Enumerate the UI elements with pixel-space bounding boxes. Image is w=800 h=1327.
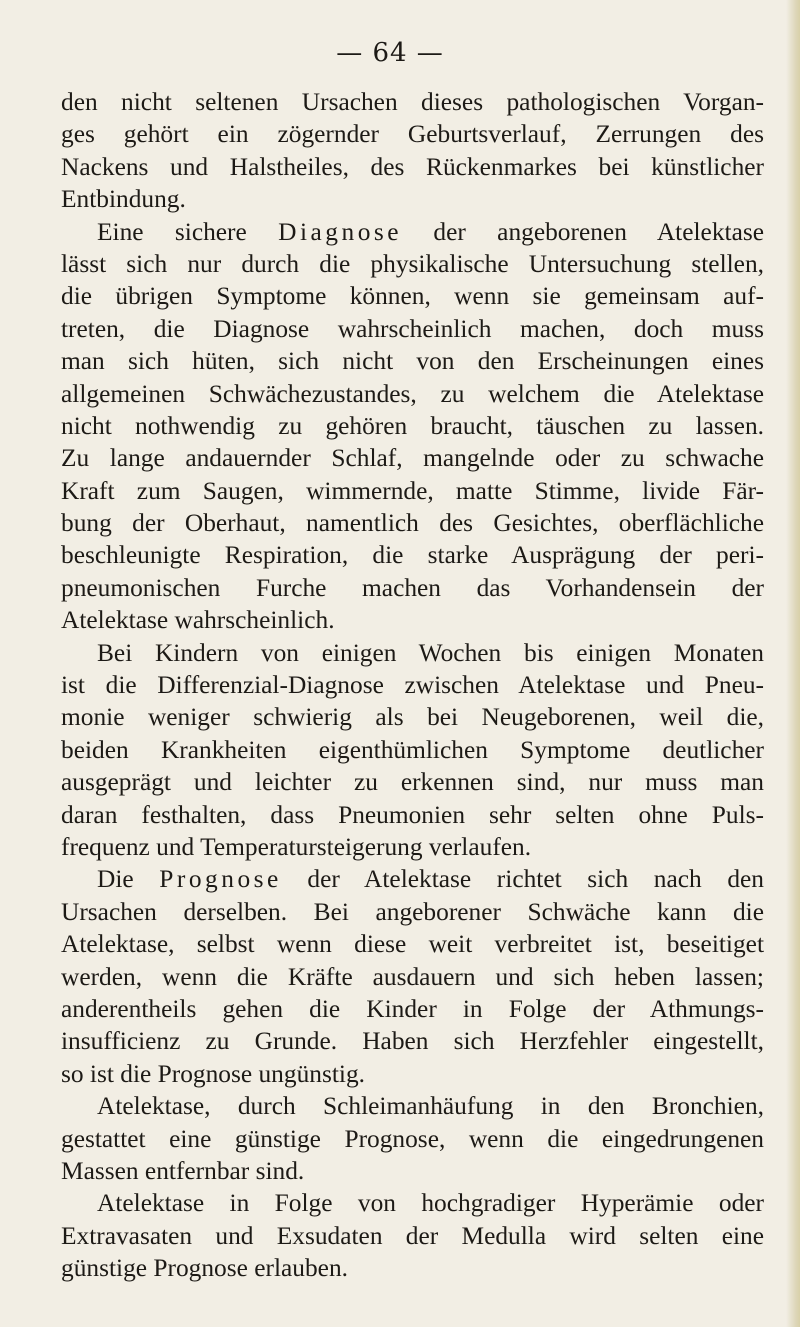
- text-line: ausgeprägt und leichter zu erkennen sind, nur muss man: [61, 768, 764, 797]
- body-text: [61, 86, 764, 1284]
- text-line: frequenz und Temperatursteigerung verlaufen.: [61, 832, 532, 861]
- text-line: allgemeinen Schwächezustandes, zu welchem die Atelektase: [61, 379, 764, 408]
- paragraph: [61, 637, 764, 864]
- text-line: so ist die Prognose ungünstig.: [61, 1059, 365, 1088]
- text-line: beiden Krankheiten eigenthümlichen Symptome deutlicher: [61, 735, 764, 764]
- text-fragment: Die: [97, 865, 160, 894]
- text-line: bung der Oberhaut, namentlich des Gesichtes, oberflächliche: [61, 509, 764, 538]
- text-line: man sich hüten, sich nicht von den Erscheinungen eines: [61, 347, 764, 376]
- text-line: günstige Prognose erlauben.: [61, 1254, 348, 1283]
- text-line: werden, wenn die Kräfte ausdauern und sich heben lassen;: [61, 962, 764, 991]
- text-line: Entbindung.: [61, 185, 186, 214]
- text-fragment: der angeborenen Atelektase: [402, 217, 764, 246]
- text-line: Nackens und Halstheiles, des Rückenmarkes bei künstlicher: [61, 152, 764, 181]
- paragraph: [61, 216, 764, 637]
- text-line: [61, 216, 764, 248]
- paragraph: [61, 1090, 764, 1187]
- emphasized-term: Prognose: [159, 865, 282, 894]
- page-number: — 64 —: [336, 38, 444, 68]
- text-line: pneumonischen Furche machen das Vorhandensein der: [61, 573, 764, 602]
- text-line: Massen entfernbar sind.: [61, 1156, 305, 1185]
- text-line: lässt sich nur durch die physikalische Untersuchung stellen,: [61, 249, 764, 278]
- page-edge-shadow: [786, 0, 800, 1327]
- paragraph: [61, 863, 764, 1090]
- text-line: den nicht seltenen Ursachen dieses pathologischen Vorgan-: [61, 88, 764, 116]
- text-line: Bei Kindern von einigen Wochen bis einigen Monaten: [97, 638, 764, 667]
- emphasized-term: Diagnose: [278, 217, 403, 246]
- text-line: ges gehört ein zögernder Geburtsverlauf, Zerrungen des: [61, 120, 764, 149]
- text-line: monie weniger schwierig als bei Neugeborenen, weil die,: [61, 703, 764, 732]
- text-line: Zu lange andauernder Schlaf, mangelnde oder zu schwache: [61, 444, 764, 473]
- text-line: Ursachen derselben. Bei angeborener Schwäche kann die: [61, 897, 764, 926]
- text-line: Atelektase wahrscheinlich.: [61, 606, 335, 635]
- text-line: [61, 863, 764, 895]
- text-line: die übrigen Symptome können, wenn sie gemeinsam auf-: [61, 282, 764, 311]
- text-line: nicht nothwendig zu gehören braucht, täuschen zu lassen.: [61, 411, 764, 440]
- text-line: insufficienz zu Grunde. Haben sich Herzfehler eingestellt,: [61, 1027, 764, 1056]
- text-line: Atelektase, selbst wenn diese weit verbreitet ist, beseitiget: [61, 930, 764, 959]
- text-line: beschleunigte Respiration, die starke Ausprägung der peri-: [61, 541, 764, 570]
- text-fragment: der Atelektase richtet sich nach den: [281, 865, 764, 894]
- text-line: Extravasaten und Exsudaten der Medulla wird selten eine: [61, 1221, 764, 1250]
- text-line: treten, die Diagnose wahrscheinlich machen, doch muss: [61, 314, 764, 343]
- text-fragment: Eine sichere: [97, 217, 279, 246]
- text-line: Atelektase in Folge von hochgradiger Hyperämie oder: [97, 1189, 764, 1218]
- text-line: daran festhalten, dass Pneumonien sehr selten ohne Puls-: [61, 800, 764, 829]
- text-line: Atelektase, durch Schleimanhäufung in den Bronchien,: [97, 1092, 764, 1121]
- paragraph: [61, 1187, 764, 1284]
- text-line: anderentheils gehen die Kinder in Folge der Athmungs-: [61, 994, 764, 1023]
- text-line: gestattet eine günstige Prognose, wenn die eingedrungenen: [61, 1124, 764, 1153]
- paragraph: [61, 86, 764, 216]
- text-line: Kraft zum Saugen, wimmernde, matte Stimme, livide Fär-: [61, 476, 764, 505]
- text-line: ist die Differenzial-Diagnose zwischen Atelektase und Pneu-: [61, 671, 764, 700]
